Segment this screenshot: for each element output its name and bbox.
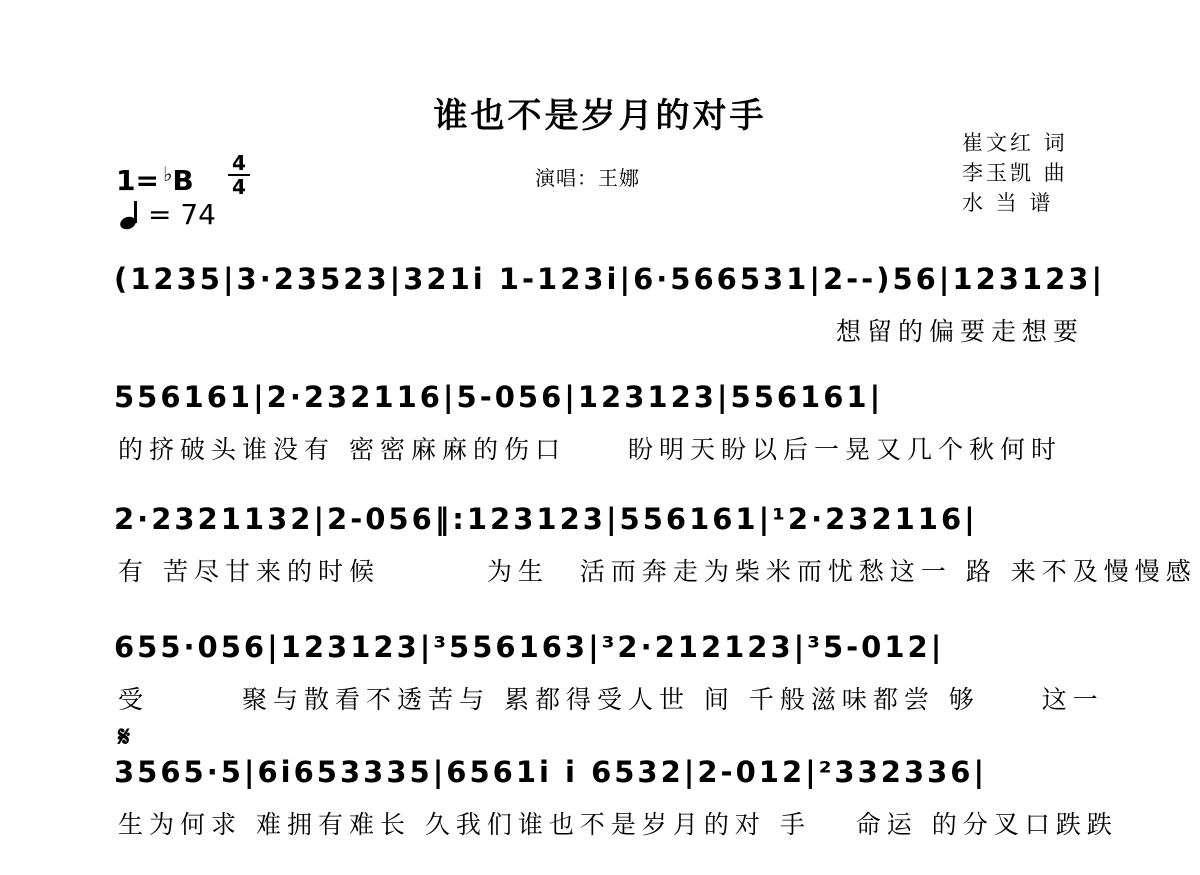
lyrics-row: 的挤破头谁没有 密密麻麻的伤口 盼明天盼以后一晃又几个秋何时 xyxy=(118,435,1062,464)
system-3 xyxy=(0,502,1200,622)
time-bottom: 4 xyxy=(232,175,246,199)
lyrics-row: 受 聚与散看不透苦与 累都得受人世 间 千般滋味都尝 够 这一 xyxy=(118,685,1104,714)
tempo xyxy=(116,198,216,231)
notes-row xyxy=(114,630,1086,678)
tempo-value: = 74 xyxy=(148,198,216,231)
quarter-note-icon xyxy=(116,200,148,230)
key-signature xyxy=(116,160,194,200)
notes-line: (1235|3·23523|321i 1-123i|6·566531|2--)56|123123| xyxy=(114,262,1106,296)
credits xyxy=(962,128,1162,218)
key-note: B xyxy=(172,163,194,197)
notes-row xyxy=(114,380,1086,428)
segno-sign: 𝄋 xyxy=(118,720,131,753)
lyrics-row: 生为何求 难拥有难长 久我们谁也不是岁月的对 手 命运 的分叉口跌跌 xyxy=(118,810,1118,839)
time-top: 4 xyxy=(232,151,246,175)
notes-row xyxy=(114,502,1086,550)
song-title: 谁也不是岁月的对手 xyxy=(433,96,767,136)
lyrics-row: 有 苦尽甘来的时候 为生 活而奔走为柴米而忧愁这一 路 来不及慢慢感 xyxy=(118,557,1197,586)
flat-icon: ♭ xyxy=(162,162,173,186)
notes-line: 655·056|123123|³556163|³2·212123|³5-012| xyxy=(114,630,945,664)
notes-line: 2·2321132|2-056‖:123123|556161|¹2·232116| xyxy=(114,502,978,536)
key-prefix: 1= xyxy=(116,163,159,197)
system-1 xyxy=(0,262,1200,382)
system-5 xyxy=(0,755,1200,875)
lyrics-row: 想留的偏要走想要 xyxy=(835,317,1084,346)
time-signature xyxy=(228,153,250,197)
system-4 xyxy=(0,630,1200,750)
singer-label: 演唱：王娜 xyxy=(535,166,640,190)
credit-composer: 李玉凯 曲 xyxy=(962,161,1068,185)
notes-line: 3565·5|6i653335|6561i i 6532|2-012|²332336| xyxy=(114,755,988,789)
notes-row xyxy=(114,755,1086,803)
credit-lyricist: 崔文红 词 xyxy=(962,131,1068,155)
notes-row xyxy=(114,262,1106,310)
system-2 xyxy=(0,380,1200,500)
credit-transcriber: 水 当 谱 xyxy=(962,191,1054,215)
notes-line: 556161|2·232116|5-056|123123|556161| xyxy=(114,380,884,414)
